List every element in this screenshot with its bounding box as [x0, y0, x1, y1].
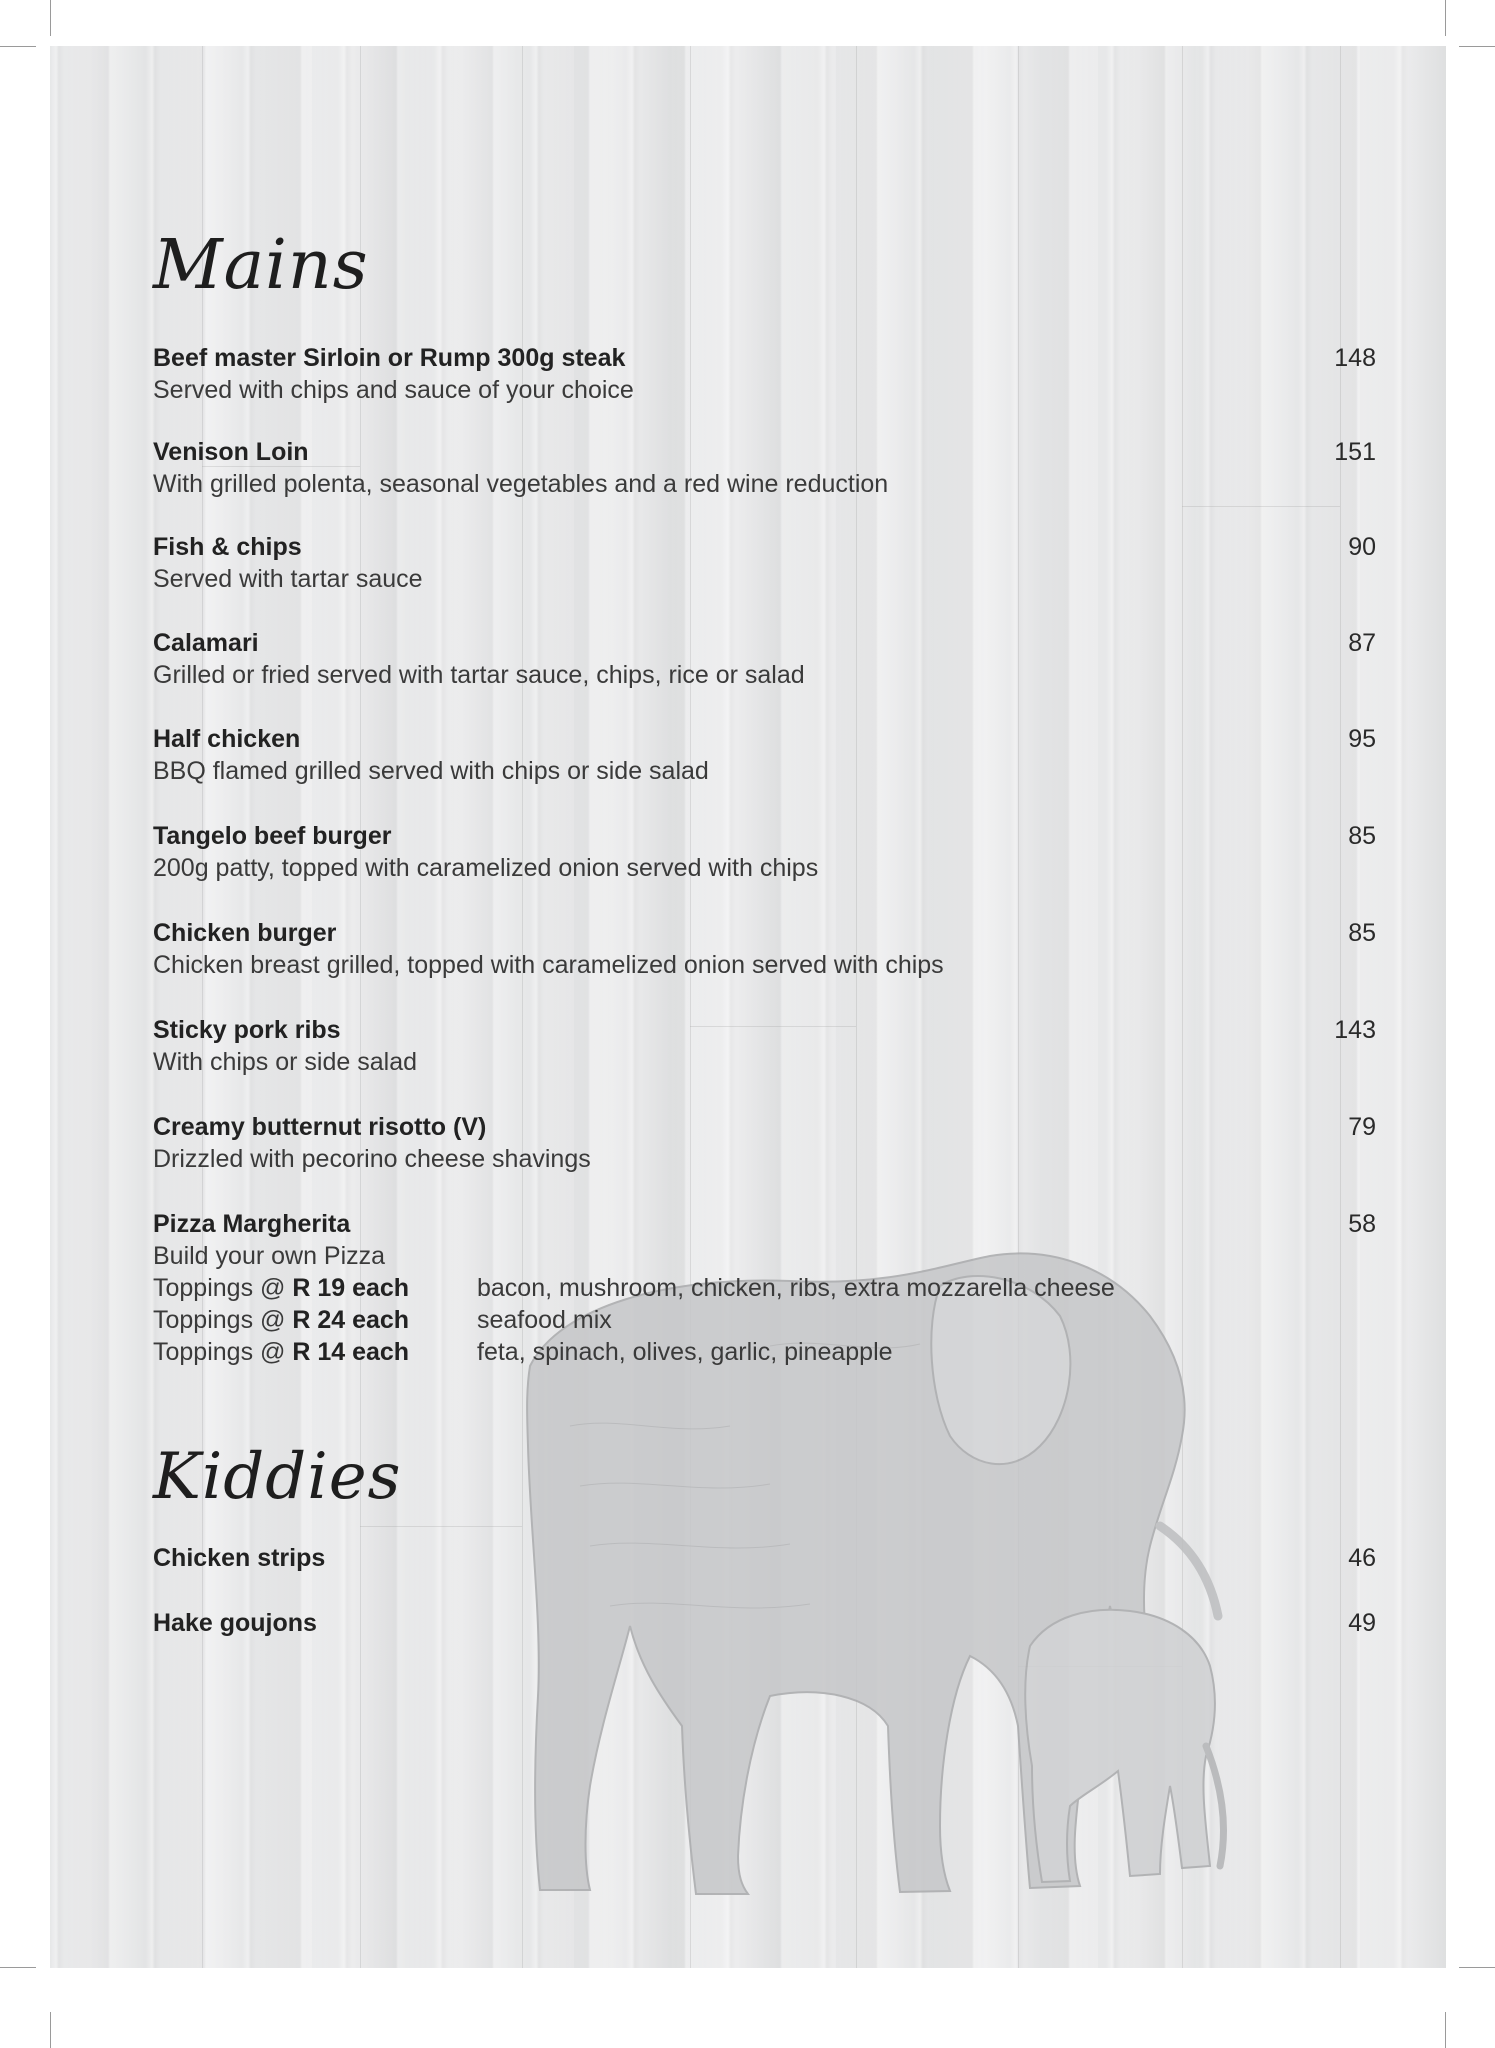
menu-item	[153, 917, 1376, 981]
menu-item-name: Tangelo beef burger	[153, 822, 392, 850]
menu-item	[153, 1607, 1376, 1639]
topping-label	[153, 1272, 477, 1304]
menu-item-name: Hake goujons	[153, 1609, 317, 1637]
menu-item-price: 148	[1334, 344, 1376, 372]
menu-item-name: Sticky pork ribs	[153, 1016, 341, 1044]
plank-line	[202, 46, 203, 1968]
menu-item-description: With chips or side salad	[153, 1048, 418, 1076]
menu-item	[153, 1542, 1376, 1574]
menu-item-description: BBQ flamed grilled served with chips or side salad	[153, 757, 709, 785]
menu-item	[153, 531, 1376, 595]
crop-mark	[1445, 0, 1446, 36]
menu-item-description: Grilled or fried served with tartar sauce, chips, rice or salad	[153, 661, 805, 689]
kiddies-section-title: Kiddies	[153, 1440, 402, 1514]
menu-item-description: Served with chips and sauce of your choice	[153, 376, 634, 404]
menu-item-price: 90	[1348, 533, 1376, 561]
crop-mark	[50, 2012, 51, 2048]
menu-item-price: 95	[1348, 725, 1376, 753]
crop-mark	[0, 1967, 36, 1968]
menu-item-description: Served with tartar sauce	[153, 565, 423, 593]
menu-item-name: Chicken strips	[153, 1544, 326, 1572]
menu-item-price: 85	[1348, 919, 1376, 947]
topping-prefix: Toppings @	[153, 1338, 293, 1366]
menu-item-description: 200g patty, topped with caramelized onion served with chips	[153, 854, 819, 882]
crop-mark	[1459, 1967, 1495, 1968]
menu-item-price: 151	[1334, 438, 1376, 466]
plank-line	[360, 46, 361, 1968]
menu-item	[153, 723, 1376, 787]
menu-item	[153, 1014, 1376, 1078]
crop-mark	[1459, 46, 1495, 47]
crop-mark	[50, 0, 51, 36]
topping-price: R 24 each	[292, 1306, 410, 1334]
pizza-toppings	[153, 1272, 1376, 1368]
menu-item-name: Pizza Margherita	[153, 1210, 351, 1238]
topping-price: R 19 each	[292, 1274, 410, 1302]
menu-item-price: 87	[1348, 629, 1376, 657]
topping-row	[153, 1272, 1376, 1304]
menu-item	[153, 1208, 1376, 1272]
menu-item-description: With grilled polenta, seasonal vegetables and a red wine reduction	[153, 470, 889, 498]
topping-row	[153, 1304, 1376, 1336]
menu-item	[153, 627, 1376, 691]
menu-item-description: Drizzled with pecorino cheese shavings	[153, 1145, 591, 1173]
menu-item-name: Creamy butternut risotto (V)	[153, 1113, 487, 1141]
menu-item-description: Build your own Pizza	[153, 1242, 386, 1270]
menu-item-price: 79	[1348, 1113, 1376, 1141]
plank-line	[1340, 46, 1341, 1968]
topping-row	[153, 1336, 1376, 1368]
menu-item-price: 49	[1348, 1609, 1376, 1637]
topping-prefix: Toppings @	[153, 1306, 293, 1334]
menu-item	[153, 820, 1376, 884]
menu-page	[50, 46, 1446, 1968]
topping-label	[153, 1336, 477, 1368]
menu-item	[153, 436, 1376, 500]
topping-price: R 14 each	[292, 1338, 410, 1366]
menu-item-name: Beef master Sirloin or Rump 300g steak	[153, 344, 626, 372]
menu-item-name: Fish & chips	[153, 533, 302, 561]
menu-item-price: 85	[1348, 822, 1376, 850]
menu-item-price: 58	[1348, 1210, 1376, 1238]
menu-item-name: Half chicken	[153, 725, 301, 753]
plank-seam	[1182, 506, 1340, 507]
topping-list: seafood mix	[477, 1306, 612, 1334]
crop-mark	[1445, 2012, 1446, 2048]
topping-list: feta, spinach, olives, garlic, pineapple	[477, 1338, 893, 1366]
topping-list: bacon, mushroom, chicken, ribs, extra mozzarella cheese	[477, 1274, 1115, 1302]
menu-item-price: 143	[1334, 1016, 1376, 1044]
menu-item-name: Calamari	[153, 629, 259, 657]
topping-prefix: Toppings @	[153, 1274, 293, 1302]
menu-item-name: Chicken burger	[153, 919, 337, 947]
menu-item	[153, 342, 1376, 406]
menu-item	[153, 1111, 1376, 1175]
topping-label	[153, 1304, 477, 1336]
menu-item-price: 46	[1348, 1544, 1376, 1572]
mains-section-title: Mains	[153, 226, 369, 305]
crop-mark	[0, 46, 36, 47]
menu-item-description: Chicken breast grilled, topped with caramelized onion served with chips	[153, 951, 944, 979]
menu-item-name: Venison Loin	[153, 438, 309, 466]
